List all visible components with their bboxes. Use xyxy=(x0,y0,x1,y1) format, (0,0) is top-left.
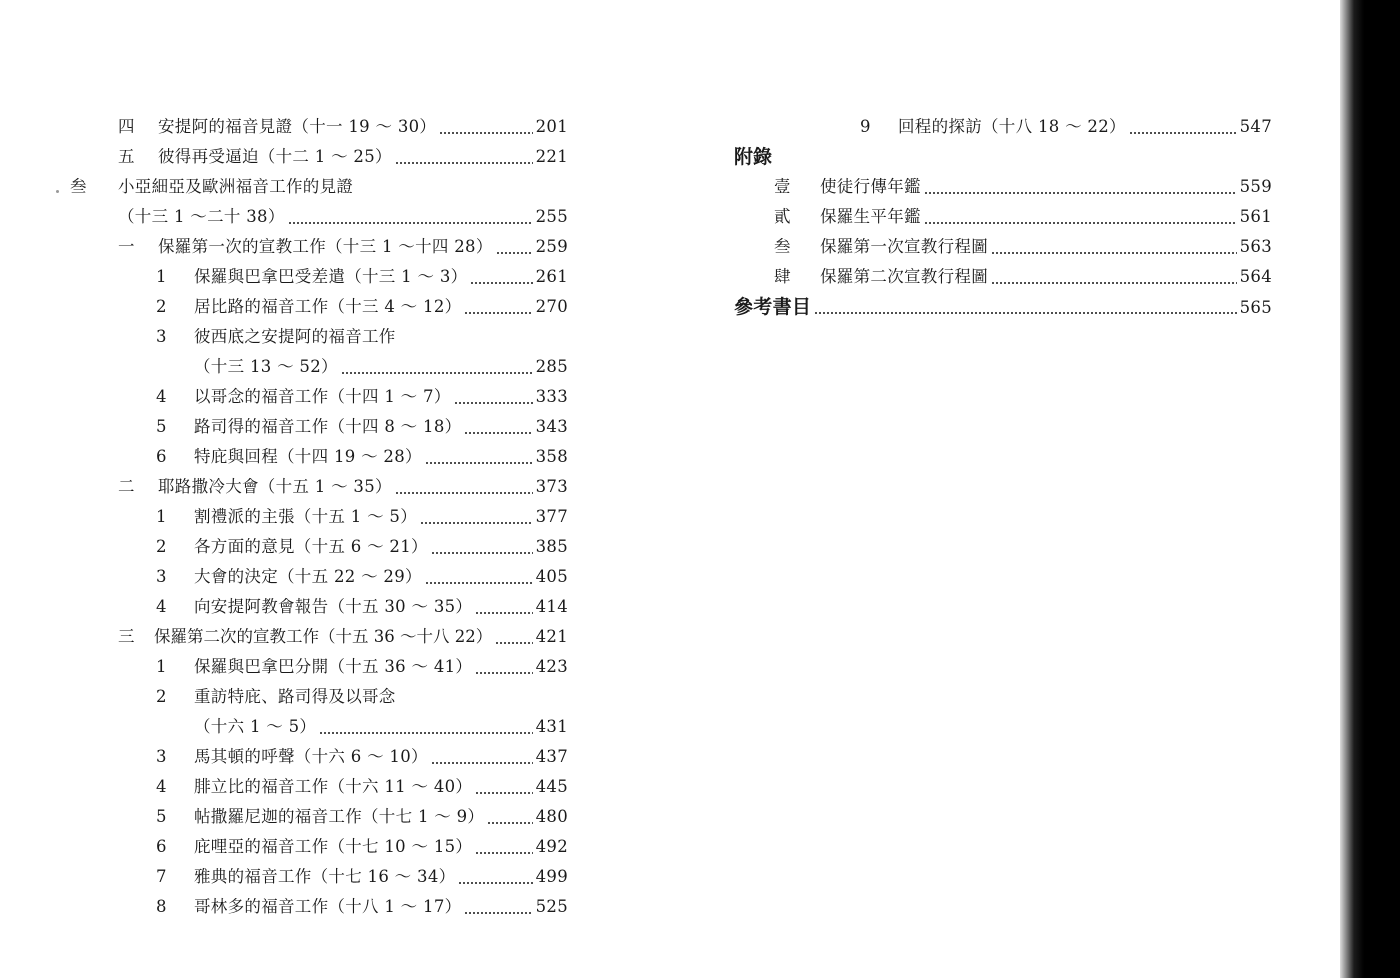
entry-title: 保羅第二次的宣教工作（十五 36 ～十八 22） xyxy=(154,627,493,646)
dot-leader xyxy=(395,142,533,172)
dot-leader xyxy=(470,262,532,292)
entry-number: 肆 xyxy=(774,267,791,286)
toc-entry xyxy=(156,802,568,832)
toc-entry xyxy=(118,622,568,652)
entry-title: 安提阿的福音見證（十一 19 ～ 30） xyxy=(158,117,437,136)
entry-page: 421 xyxy=(535,627,568,646)
entry-title: 保羅第一次的宣教工作（十三 1 ～十四 28） xyxy=(158,237,493,256)
toc-entry xyxy=(156,532,568,562)
dot-leader xyxy=(319,712,532,742)
toc-entry-continuation xyxy=(118,202,568,232)
entry-number: 4 xyxy=(156,777,167,796)
toc-entry xyxy=(774,202,1272,232)
toc-entry xyxy=(118,112,568,142)
dot-leader xyxy=(464,412,532,442)
entry-page: 437 xyxy=(535,747,568,766)
entry-page: 259 xyxy=(535,237,568,256)
toc-entry xyxy=(774,232,1272,262)
scan-edge-shadow xyxy=(1340,0,1400,978)
entry-page: 445 xyxy=(535,777,568,796)
toc-entry xyxy=(118,142,568,172)
entry-number: 一 xyxy=(118,237,135,256)
toc-entry xyxy=(118,472,568,502)
entry-number: 8 xyxy=(156,897,167,916)
dot-leader xyxy=(991,232,1237,262)
entry-title: 保羅生平年鑑 xyxy=(820,207,921,226)
appendix-heading: 附錄 xyxy=(734,146,773,168)
entry-number: 5 xyxy=(156,807,167,826)
entry-page: 414 xyxy=(535,597,568,616)
toc-entry xyxy=(156,502,568,532)
dot-leader xyxy=(475,652,532,682)
entry-number: 1 xyxy=(156,267,167,286)
entry-page: 358 xyxy=(535,447,568,466)
dot-leader xyxy=(496,232,533,262)
toc-entry xyxy=(156,892,568,922)
entry-number: 貳 xyxy=(774,207,791,226)
entry-title: （十六 1 ～ 5） xyxy=(194,717,317,736)
entry-number: 2 xyxy=(156,537,167,556)
entry-number: 壹 xyxy=(774,177,791,196)
entry-page: 373 xyxy=(535,477,568,496)
entry-title: 馬其頓的呼聲（十六 6 ～ 10） xyxy=(194,747,428,766)
entry-title: 路司得的福音工作（十四 8 ～ 18） xyxy=(194,417,462,436)
entry-title: 特庇與回程（十四 19 ～ 28） xyxy=(194,447,422,466)
entry-number: 6 xyxy=(156,837,167,856)
toc-entry xyxy=(156,832,568,862)
entry-page: 559 xyxy=(1239,177,1272,196)
entry-title: 帖撒羅尼迦的福音工作（十七 1 ～ 9） xyxy=(194,807,485,826)
entry-title: 大會的決定（十五 22 ～ 29） xyxy=(194,567,422,586)
dot-leader xyxy=(475,592,532,622)
entry-title: 保羅第二次宣教行程圖 xyxy=(820,267,988,286)
toc-entry xyxy=(156,442,568,472)
dot-leader xyxy=(991,262,1237,292)
entry-title: 雅典的福音工作（十七 16 ～ 34） xyxy=(194,867,456,886)
toc-entry xyxy=(774,262,1272,292)
entry-page: 561 xyxy=(1239,207,1272,226)
entry-page: 564 xyxy=(1239,267,1272,286)
entry-page: 563 xyxy=(1239,237,1272,256)
entry-number: 二 xyxy=(118,477,135,496)
dot-leader xyxy=(420,502,533,532)
entry-title: 彼西底之安提阿的福音工作 xyxy=(194,327,396,346)
entry-number: 五 xyxy=(118,147,135,166)
entry-number: 2 xyxy=(156,297,167,316)
entry-title: 耶路撒冷大會（十五 1 ～ 35） xyxy=(158,477,392,496)
entry-page: 333 xyxy=(535,387,568,406)
entry-title: （十三 1 ～二十 38） xyxy=(118,207,285,226)
entry-number: 4 xyxy=(156,387,167,406)
dot-leader xyxy=(431,742,533,772)
dot-leader xyxy=(395,472,533,502)
entry-title: 重訪特庇、路司得及以哥念 xyxy=(194,687,396,706)
entry-page: 547 xyxy=(1239,117,1272,136)
dot-leader xyxy=(288,202,533,232)
dot-leader xyxy=(475,772,532,802)
toc-entry xyxy=(156,652,568,682)
toc-entry xyxy=(156,322,568,352)
scan-speck xyxy=(56,190,59,193)
entry-title: 庇哩亞的福音工作（十七 10 ～ 15） xyxy=(194,837,473,856)
entry-number: 2 xyxy=(156,687,167,706)
entry-number: 7 xyxy=(156,867,167,886)
entry-title: 使徒行傳年鑑 xyxy=(820,177,921,196)
toc-entry-continuation xyxy=(194,352,568,382)
dot-leader xyxy=(454,382,533,412)
entry-number: 3 xyxy=(156,327,167,346)
entry-number: 4 xyxy=(156,597,167,616)
toc-entry xyxy=(156,592,568,622)
dot-leader xyxy=(814,292,1236,322)
toc-entry xyxy=(156,412,568,442)
entry-page: 377 xyxy=(535,507,568,526)
dot-leader xyxy=(464,892,532,922)
entry-number: 四 xyxy=(118,117,135,136)
entry-page: 492 xyxy=(535,837,568,856)
entry-number: 6 xyxy=(156,447,167,466)
toc-entry xyxy=(156,562,568,592)
entry-page: 565 xyxy=(1239,298,1272,317)
toc-entry xyxy=(774,172,1272,202)
entry-page: 525 xyxy=(535,897,568,916)
toc-entry xyxy=(156,382,568,412)
entry-title: 各方面的意見（十五 6 ～ 21） xyxy=(194,537,428,556)
toc-entry xyxy=(860,112,1272,142)
dot-leader xyxy=(431,532,533,562)
entry-title: 彼得再受逼迫（十二 1 ～ 25） xyxy=(158,147,392,166)
entry-title: 腓立比的福音工作（十六 11 ～ 40） xyxy=(194,777,473,796)
entry-number: 9 xyxy=(860,117,871,136)
entry-page: 385 xyxy=(535,537,568,556)
entry-page: 431 xyxy=(535,717,568,736)
entry-title: 保羅第一次宣教行程圖 xyxy=(820,237,988,256)
entry-page: 480 xyxy=(535,807,568,826)
dot-leader xyxy=(425,562,533,592)
toc-entry xyxy=(156,262,568,292)
entry-title: 居比路的福音工作（十三 4 ～ 12） xyxy=(194,297,462,316)
entry-number: 3 xyxy=(156,567,167,586)
dot-leader xyxy=(495,622,532,652)
entry-title: 保羅與巴拿巴分開（十五 36 ～ 41） xyxy=(194,657,473,676)
dot-leader xyxy=(425,442,533,472)
dot-leader xyxy=(487,802,532,832)
entry-title: 回程的探訪（十八 18 ～ 22） xyxy=(898,117,1126,136)
entry-title: 保羅與巴拿巴受差遣（十三 1 ～ 3） xyxy=(194,267,468,286)
entry-title: （十三 13 ～ 52） xyxy=(194,357,338,376)
entry-number: 1 xyxy=(156,657,167,676)
dot-leader xyxy=(464,292,532,322)
toc-entry xyxy=(118,232,568,262)
toc-part-heading xyxy=(70,172,568,202)
entry-page: 221 xyxy=(535,147,568,166)
toc-entry xyxy=(156,682,568,712)
dot-leader xyxy=(1129,112,1237,142)
right-page xyxy=(700,0,1340,978)
entry-page: 405 xyxy=(535,567,568,586)
entry-number: 5 xyxy=(156,417,167,436)
toc-entry-continuation xyxy=(194,712,568,742)
entry-page: 285 xyxy=(535,357,568,376)
entry-title: 割禮派的主張（十五 1 ～ 5） xyxy=(194,507,418,526)
toc-entry xyxy=(156,742,568,772)
bibliography-entry xyxy=(734,292,1272,322)
entry-page: 255 xyxy=(535,207,568,226)
entry-title: 向安提阿教會報告（十五 30 ～ 35） xyxy=(194,597,473,616)
part-title: 小亞細亞及歐洲福音工作的見證 xyxy=(118,177,354,196)
entry-page: 499 xyxy=(535,867,568,886)
entry-number: 1 xyxy=(156,507,167,526)
dot-leader xyxy=(458,862,532,892)
dot-leader xyxy=(439,112,532,142)
entry-page: 270 xyxy=(535,297,568,316)
entry-number: 三 xyxy=(118,627,135,646)
entry-page: 261 xyxy=(535,267,568,286)
entry-number: 3 xyxy=(156,747,167,766)
dot-leader xyxy=(341,352,533,382)
dot-leader xyxy=(924,172,1237,202)
part-number: 叁 xyxy=(70,177,87,196)
entry-page: 343 xyxy=(535,417,568,436)
entry-page: 201 xyxy=(535,117,568,136)
dot-leader xyxy=(924,202,1237,232)
toc-entry xyxy=(156,772,568,802)
entry-page: 423 xyxy=(535,657,568,676)
toc-entry xyxy=(156,862,568,892)
toc-entry xyxy=(156,292,568,322)
entry-title: 哥林多的福音工作（十八 1 ～ 17） xyxy=(194,897,462,916)
entry-number: 叁 xyxy=(774,237,791,256)
dot-leader xyxy=(475,832,532,862)
bibliography-title: 參考書目 xyxy=(734,296,812,318)
entry-title: 以哥念的福音工作（十四 1 ～ 7） xyxy=(194,387,451,406)
